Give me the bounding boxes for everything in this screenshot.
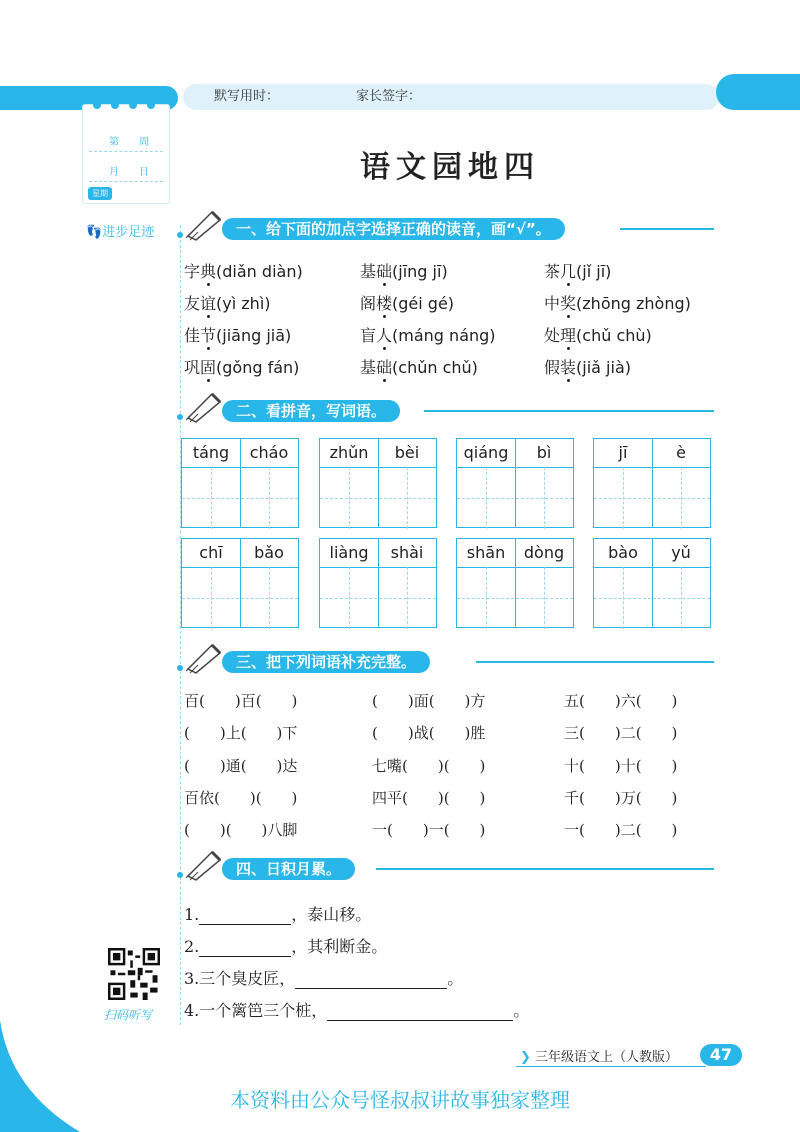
proverb-text: 。 xyxy=(447,969,464,988)
idiom-blank[interactable]: 七嘴( )( ) xyxy=(372,757,486,775)
grid-line xyxy=(378,539,379,627)
footprint-icon: 👣 xyxy=(86,225,103,240)
word-char: 阁 xyxy=(360,294,377,313)
pinyin-box[interactable] xyxy=(456,438,574,528)
dotted-char: 节 xyxy=(200,326,217,345)
pinyin-options[interactable]: (jǐ jī) xyxy=(576,262,612,281)
pinyin-options[interactable]: (máng náng) xyxy=(392,326,496,345)
grid-line xyxy=(515,539,516,627)
grid-line xyxy=(515,439,516,527)
section-title: 四、日积月累。 xyxy=(222,858,355,880)
grid-line xyxy=(240,539,241,627)
section-line xyxy=(424,410,714,412)
pinyin-options[interactable]: (jīng jī) xyxy=(392,262,448,281)
idiom-blank[interactable]: 百( )百( ) xyxy=(184,692,298,710)
day-tag: 星期 xyxy=(88,187,112,200)
dotted-char: 奖 xyxy=(560,294,577,313)
idiom-blank[interactable]: 四平( )( ) xyxy=(372,789,486,807)
word-option xyxy=(184,259,303,282)
section-title: 三、把下列词语补充完整。 xyxy=(222,651,430,673)
section-title: 二、看拼音，写词语。 xyxy=(222,400,400,422)
pinyin-options[interactable]: (chǔ chù) xyxy=(576,326,652,345)
pencil-icon xyxy=(184,208,224,242)
grid-line xyxy=(320,498,436,499)
pinyin-options[interactable]: (chǔn chǔ) xyxy=(392,358,478,377)
pinyin-options[interactable]: (géi gé) xyxy=(392,294,455,313)
ring-icon xyxy=(111,101,119,109)
pinyin-box[interactable] xyxy=(319,538,437,628)
dotted-char: 装 xyxy=(560,358,577,377)
grid-line xyxy=(457,498,573,499)
ring-icon xyxy=(147,101,155,109)
page-number: 47 xyxy=(700,1044,742,1066)
word-char: 友 xyxy=(184,294,201,313)
pinyin-box[interactable] xyxy=(593,538,711,628)
dotted-char: 楼 xyxy=(376,294,393,313)
word-char: 字 xyxy=(184,262,201,281)
pinyin-syllable: è xyxy=(676,443,686,462)
pinyin-box[interactable] xyxy=(319,438,437,528)
grid-line xyxy=(681,467,682,529)
pencil-icon xyxy=(184,641,224,675)
grid-line xyxy=(457,598,573,599)
word-char: 佳 xyxy=(184,326,201,345)
grid-line xyxy=(544,567,545,629)
idiom-blank[interactable]: ( )( )八脚 xyxy=(184,821,298,839)
pinyin-syllable: bào xyxy=(608,543,638,562)
grid-line xyxy=(182,598,298,599)
idiom-blank[interactable]: ( )上( )下 xyxy=(184,724,298,742)
dotted-char: 固 xyxy=(200,358,217,377)
word-char: 茶 xyxy=(544,262,561,281)
grid-line xyxy=(407,467,408,529)
idiom-blank[interactable]: 百依( )( ) xyxy=(184,789,298,807)
section-line xyxy=(620,228,714,230)
grade-label: ❯ 三年级语文上（人教版） xyxy=(520,1050,679,1065)
grid-line xyxy=(594,598,710,599)
word-char: 中 xyxy=(544,294,561,313)
header-bar-right xyxy=(716,74,800,110)
proverb-text: 三个臭皮匠， xyxy=(199,969,296,988)
idiom-blank[interactable]: 一( )一( ) xyxy=(372,821,486,839)
word-char: 处 xyxy=(544,326,561,345)
pinyin-syllable: yǔ xyxy=(671,543,691,562)
pinyin-syllable: bì xyxy=(536,443,552,462)
word-char: 基 xyxy=(360,358,377,377)
answer-blank[interactable] xyxy=(295,972,447,989)
corner-decoration xyxy=(0,1020,80,1132)
section-line xyxy=(476,661,714,663)
answer-blank[interactable] xyxy=(199,940,291,957)
section-dot xyxy=(177,665,183,671)
word-option xyxy=(544,259,611,282)
source-banner: 本资料由公众号怪叔叔讲故事独家整理 xyxy=(230,1088,570,1112)
word-option xyxy=(544,291,691,314)
word-option xyxy=(184,323,291,346)
item-number: 2. xyxy=(184,937,200,956)
idiom-blank[interactable]: ( )战( )胜 xyxy=(372,724,486,742)
grid-line xyxy=(623,567,624,629)
parent-sign-label: 家长签字： xyxy=(356,89,422,104)
section-dot xyxy=(177,232,183,238)
word-option xyxy=(544,355,631,378)
word-option xyxy=(184,291,271,314)
answer-blank[interactable] xyxy=(327,1004,513,1021)
pinyin-syllable: bǎo xyxy=(254,543,284,562)
chevron-right-icon: ❯ xyxy=(520,1050,531,1065)
ring-icon xyxy=(129,101,137,109)
proverb-text: 。 xyxy=(513,1001,530,1020)
footer-line xyxy=(516,1066,706,1067)
dotted-char: 础 xyxy=(376,262,393,281)
idiom-blank[interactable]: 五( )六( ) xyxy=(564,692,678,710)
grid-line xyxy=(269,567,270,629)
word-option xyxy=(544,323,652,346)
section-dot xyxy=(177,872,183,878)
word-option xyxy=(184,355,299,378)
section-line xyxy=(376,868,714,870)
grid-line xyxy=(623,467,624,529)
idiom-blank[interactable]: 一( )二( ) xyxy=(564,821,678,839)
pinyin-syllable: shān xyxy=(466,543,506,562)
pinyin-syllable: qiáng xyxy=(463,443,509,462)
pinyin-syllable: zhǔn xyxy=(329,443,369,462)
pencil-icon xyxy=(184,390,224,424)
grid-line xyxy=(652,439,653,527)
proverb-text: 一个篱笆三个桩， xyxy=(199,1001,328,1020)
item-number: 1. xyxy=(184,905,200,924)
pinyin-box[interactable] xyxy=(181,538,299,628)
idiom-blank[interactable]: ( )面( )方 xyxy=(372,692,486,710)
pinyin-options[interactable]: (diǎn diàn) xyxy=(216,262,303,281)
item-number: 3. xyxy=(184,969,200,988)
pinyin-syllable: cháo xyxy=(249,443,289,462)
proverb-item xyxy=(184,966,463,989)
pinyin-syllable: jī xyxy=(618,443,628,462)
grid-line xyxy=(240,439,241,527)
pinyin-options[interactable]: (jiǎ jià) xyxy=(576,358,631,377)
grid-line xyxy=(544,467,545,529)
dotted-char: 理 xyxy=(560,326,577,345)
qr-label: 扫码听写 xyxy=(104,1008,153,1022)
pinyin-box[interactable] xyxy=(593,438,711,528)
pinyin-syllable: liàng xyxy=(329,543,369,562)
grid-line xyxy=(182,498,298,499)
pinyin-syllable: táng xyxy=(192,443,230,462)
grid-line xyxy=(211,467,212,529)
qr-code-icon[interactable] xyxy=(108,948,160,1000)
section-title: 一、给下面的加点字选择正确的读音，画“√”。 xyxy=(222,218,565,240)
ring-icon xyxy=(93,101,101,109)
word-option xyxy=(360,291,454,314)
section-header-4 xyxy=(180,852,720,882)
idiom-blank[interactable]: ( )通( )达 xyxy=(184,757,298,775)
pinyin-box[interactable] xyxy=(456,538,574,628)
proverb-item xyxy=(184,998,529,1021)
proverb-text: ，其利断金。 xyxy=(291,937,388,956)
pinyin-options[interactable]: (yì zhì) xyxy=(216,294,271,313)
pinyin-syllable: dòng xyxy=(523,543,565,562)
pinyin-syllable: chī xyxy=(199,543,223,562)
grid-line xyxy=(652,539,653,627)
pinyin-options[interactable]: (gǒng fán) xyxy=(216,358,300,377)
time-label: 默写用时： xyxy=(214,89,280,104)
grid-line xyxy=(681,567,682,629)
grid-line xyxy=(486,567,487,629)
dotted-char: 几 xyxy=(560,262,577,281)
grid-line xyxy=(269,467,270,529)
grid-line xyxy=(211,567,212,629)
pinyin-syllable: shài xyxy=(390,543,424,562)
pencil-icon xyxy=(184,848,224,882)
grid-line xyxy=(349,467,350,529)
idiom-blank[interactable]: 千( )万( ) xyxy=(564,789,678,807)
section-header-3 xyxy=(180,645,720,675)
word-char: 基 xyxy=(360,262,377,281)
grid-line xyxy=(594,498,710,499)
grid-line xyxy=(378,439,379,527)
word-option xyxy=(360,355,478,378)
grid-line xyxy=(486,467,487,529)
dotted-char: 础 xyxy=(376,358,393,377)
item-number: 4. xyxy=(184,1001,200,1020)
dotted-char: 人 xyxy=(376,326,393,345)
section-header-1 xyxy=(180,212,720,242)
page-title: 语文园地四 xyxy=(360,150,540,185)
pinyin-syllable: bèi xyxy=(394,443,420,462)
section-header-2 xyxy=(180,394,720,424)
idiom-blank[interactable]: 十( )十( ) xyxy=(564,757,678,775)
grid-line xyxy=(407,567,408,629)
dotted-char: 典 xyxy=(200,262,217,281)
proverb-text: ，泰山移。 xyxy=(291,905,372,924)
grid-line xyxy=(349,567,350,629)
section-dot xyxy=(177,414,183,420)
word-option xyxy=(360,259,448,282)
word-char: 巩 xyxy=(184,358,201,377)
pinyin-options[interactable]: (zhōng zhòng) xyxy=(576,294,691,313)
answer-blank[interactable] xyxy=(199,908,291,925)
dotted-char: 谊 xyxy=(200,294,217,313)
week-label: 第 周 xyxy=(109,137,149,148)
word-char: 假 xyxy=(544,358,561,377)
date-label: 月 日 xyxy=(109,167,149,178)
steps-label: 👣进步足迹 xyxy=(86,225,155,240)
word-option xyxy=(360,323,496,346)
idiom-blank[interactable]: 三( )二( ) xyxy=(564,724,678,742)
grid-line xyxy=(320,598,436,599)
proverb-item xyxy=(184,934,387,957)
pinyin-options[interactable]: (jiāng jiā) xyxy=(216,326,292,345)
pinyin-box[interactable] xyxy=(181,438,299,528)
word-char: 盲 xyxy=(360,326,377,345)
proverb-item xyxy=(184,902,371,925)
